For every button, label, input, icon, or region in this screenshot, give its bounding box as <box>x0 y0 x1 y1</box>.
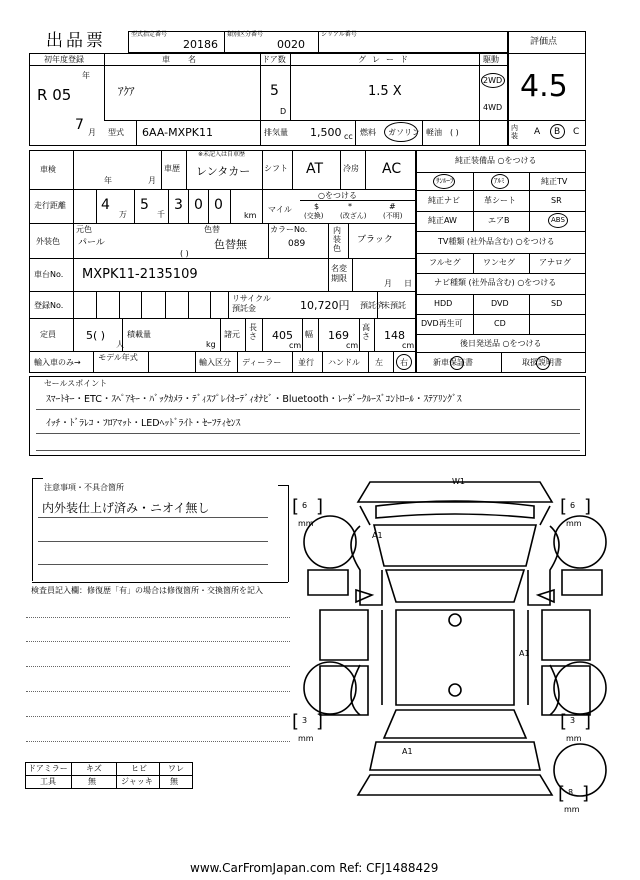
doors: 5 <box>270 83 279 99</box>
equip-abs: ABS <box>551 216 565 224</box>
mileage-digit-2: 5 <box>140 197 149 213</box>
mileage-digit-1: 4 <box>101 197 110 213</box>
legend-jack-value: 無 <box>170 777 178 786</box>
length-unit: cm <box>289 341 302 350</box>
tire-rear-left-depth: 3 <box>302 716 308 725</box>
tv-analog: アナログ <box>539 258 571 267</box>
tv-title: TV種類 (社外品含む) ○をつける <box>438 237 555 246</box>
legend-tool-value: 無 <box>88 777 96 786</box>
model-code: 6AA-MXPK11 <box>142 126 213 139</box>
navi-title: ナビ種類 (社外品含む) ○をつける <box>434 278 557 287</box>
later-manual: 取扱説明書 <box>522 358 562 367</box>
tire-rr-mm: mm <box>566 734 582 743</box>
fuel-label: 燃料 <box>360 128 376 137</box>
shift-label: シフト <box>264 164 288 173</box>
month-unit: 月 <box>88 128 96 137</box>
length-label: 長さ <box>249 323 257 341</box>
recycle-amount: 10,720円 <box>300 299 350 312</box>
history-note: ※未記入は自車歴 <box>198 151 246 158</box>
mileage-km: km <box>244 211 257 220</box>
repaint-label: 色替 <box>204 225 220 234</box>
doors-label: ドア数 <box>262 55 286 64</box>
legend-tool: 工具 <box>40 777 56 786</box>
grade: 1.5 X <box>368 84 402 99</box>
width-unit: cm <box>346 341 359 350</box>
interior-grade-c: C <box>573 127 580 137</box>
windshield-shape <box>386 570 524 602</box>
inspection-month: 月 <box>148 176 156 185</box>
color-code: 089 <box>288 239 306 249</box>
original-color-label: 元色 <box>76 225 92 234</box>
limit-day: 日 <box>404 279 412 288</box>
first-reg-label: 初年度登録 <box>44 55 84 64</box>
height-unit: cm <box>402 341 415 350</box>
color-code-label: カラーNo. <box>270 225 308 234</box>
registration-label: 登録No. <box>34 301 64 310</box>
diesel-label: 軽油 <box>426 128 442 137</box>
class-no-label: 類別区分番号 <box>227 31 264 38</box>
first-reg-era: R 05 <box>37 86 72 104</box>
tire-fr-mm: mm <box>566 519 582 528</box>
height: 148 <box>384 329 405 342</box>
form-title: 出品票 <box>46 31 106 51</box>
import-dealer: ディーラー <box>242 358 282 367</box>
legend-scratch: キズ <box>86 764 102 773</box>
roof-shape <box>396 610 514 705</box>
history-value: レンタカー <box>196 165 251 178</box>
equip-aw: 純正AW <box>428 216 457 225</box>
navi-dvd: DVD <box>491 299 509 308</box>
car-name: ｱｸｱ <box>118 85 135 98</box>
recycle-not-deposited: 未預託 <box>382 301 406 310</box>
legend-jack: ジャッキ <box>121 777 153 786</box>
fuel-gasoline: ガソリン <box>388 128 420 137</box>
equip-alloy: ｱﾙﾐ <box>494 177 505 185</box>
later-warranty: 新車保証書 <box>433 358 473 367</box>
exterior-label: 外装色 <box>36 237 60 246</box>
sales-point-label: セールスポイント <box>44 379 108 388</box>
type-no-label: 型式指定番号 <box>131 31 168 38</box>
interior-grade-a: A <box>534 127 541 137</box>
serial-label: シリアル番号 <box>321 31 357 38</box>
spare-tire-depth: 8 <box>568 788 574 797</box>
equip-navi: 純正ナビ <box>428 196 460 205</box>
chassis-number: MXPK11-2135109 <box>82 267 198 282</box>
mileage-unit-man: 万 <box>119 210 127 219</box>
tire-front-left-depth: 6 <box>302 501 308 510</box>
specs-label: 諸元 <box>224 330 240 339</box>
damage-a1-front: A1 <box>372 531 383 540</box>
capacity-unit: 人 <box>116 340 124 349</box>
interior-color: ブラック <box>357 235 393 245</box>
score-value: 4.5 <box>520 69 568 104</box>
tv-oneseg: ワンセグ <box>483 258 515 267</box>
year-unit: 年 <box>82 71 90 80</box>
import-only-label: 輸入車のみ→ <box>34 358 81 367</box>
inspection-label: 車検 <box>40 165 56 174</box>
displacement-label: 排気量 <box>264 128 288 137</box>
option-replaced: $ <box>314 202 320 211</box>
equip-airbag: エアB <box>488 216 510 225</box>
handle-right: 右 <box>400 358 408 367</box>
ac-label: 冷房 <box>343 164 359 173</box>
ac-value: AC <box>382 161 402 177</box>
history-label: 車歴 <box>164 164 180 173</box>
limit-month: 月 <box>384 279 392 288</box>
tire-rl-mm: mm <box>298 734 314 743</box>
option-tampered-sub: (改ざん) <box>340 212 367 220</box>
front-grille-shape <box>376 501 534 518</box>
type-no: 20186 <box>183 38 218 51</box>
mileage-digit-5: 0 <box>214 197 223 213</box>
length: 405 <box>272 329 293 342</box>
footer-reference: www.CarFromJapan.com Ref: CFJ1488429 <box>190 861 439 875</box>
navi-hdd: HDD <box>434 299 453 308</box>
tire-front-right-depth: 6 <box>570 501 576 510</box>
import-parallel: 並行 <box>298 358 314 367</box>
load-label: 積載量 <box>127 330 151 339</box>
equip-tv: 純正TV <box>541 177 568 186</box>
mileage-digit-4: 0 <box>194 197 203 213</box>
option-unknown-sub: (不明) <box>383 212 403 220</box>
mileage-digit-3: 3 <box>174 197 183 213</box>
fuel-bracket: ( ) <box>450 128 459 137</box>
hood-shape <box>374 525 536 566</box>
recycle-deposited: 預託済 <box>360 301 384 310</box>
interior-label: 内装 <box>511 124 518 140</box>
navi-sd: SD <box>551 299 563 308</box>
tire-fl-mm: mm <box>298 519 314 528</box>
sales-point-line-2: ｲｯﾁ・ﾄﾞﾗﾚｺ・ﾌﾛｱﾏｯﾄ・LEDﾍｯﾄﾞﾗｲﾄ・ｾｰﾌﾃｨｾﾝｽ <box>46 418 241 429</box>
mile-option: マイル <box>268 205 292 214</box>
displacement: 1,500 <box>310 126 342 139</box>
width: 169 <box>328 329 349 342</box>
interior-grade-b: B <box>554 127 561 137</box>
drive-label: 駆動 <box>483 55 499 64</box>
sales-point-line-1: ｽﾏｰﾄｷｰ・ETC・ｽﾍﾟｱｷｰ・ﾊﾞｯｸｶﾒﾗ・ﾃﾞｨｽﾌﾟﾚｲｵｰﾃﾞｨｵﾅﾋﾞ・Bluetooth・ﾚｰﾀﾞｰｸﾙｰｽﾞｺﾝﾄﾛｰﾙ・ｽﾃｱﾘﾝｸﾞｽ <box>46 394 462 405</box>
handle-label: ハンドル <box>328 358 360 367</box>
chassis-label: 車台No. <box>34 270 64 279</box>
model-year-label: モデル年式 <box>98 353 138 362</box>
shift-value: AT <box>306 161 324 177</box>
recycle-label: リサイクル預託金 <box>232 294 271 313</box>
class-no: 0020 <box>277 38 305 51</box>
handle-left: 左 <box>375 358 383 367</box>
equip-sunroof: ｻﾝﾙｰﾌ <box>436 177 454 185</box>
notes-label: 注意事項・不具合箇所 <box>44 483 124 492</box>
damage-a1-side: A1 <box>519 649 530 658</box>
grade-label: グレード <box>358 55 414 64</box>
option-replaced-sub: (交換) <box>304 212 324 220</box>
rear-left-wheel <box>304 662 356 714</box>
later-title: 後日発送品 ○をつける <box>460 339 542 348</box>
navi-dvd-play: DVD再生可 <box>421 319 463 328</box>
drive-4wd: 4WD <box>483 103 503 112</box>
width-label: 幅 <box>305 330 313 339</box>
equipment-title: 純正装備品 ○をつける <box>455 156 537 165</box>
first-reg-month: 7 <box>75 117 84 133</box>
tv-fullseg: フルセグ <box>429 258 461 267</box>
spare-mm: mm <box>564 805 580 814</box>
car-name-label: 車名 <box>162 55 214 64</box>
notes-text: 内外装仕上げ済み・ニオイ無し <box>42 501 210 515</box>
model-label: 型式 <box>108 128 124 137</box>
rear-right-wheel <box>554 662 606 714</box>
mileage-circle-note: ○をつける <box>318 191 357 200</box>
load-unit: kg <box>206 340 216 349</box>
mileage-label: 走行距離 <box>34 201 66 210</box>
rear-bumper-shape <box>358 775 552 795</box>
option-unknown: # <box>389 202 396 211</box>
drive-2wd: 2WD <box>483 76 503 85</box>
mileage-unit-sen: 千 <box>157 210 165 219</box>
equip-leather: 革シート <box>484 196 516 205</box>
cc-unit: cc <box>344 132 353 141</box>
name-change-limit-label: 名変期限 <box>331 264 347 283</box>
score-label: 評価点 <box>530 37 558 47</box>
repaint-value: 色替無 <box>214 238 247 251</box>
capacity: 5( ) <box>86 329 106 342</box>
inspector-note: 検査員記入欄：修復歴「有」の場合は修復箇所・交換箇所を記入 <box>31 586 263 595</box>
original-color: パール <box>78 238 105 248</box>
repaint-bracket: ( ) <box>180 249 189 258</box>
navi-cd: CD <box>494 319 506 328</box>
damage-w1: W1 <box>452 477 465 486</box>
option-tampered: * <box>348 202 352 211</box>
tire-rear-right-depth: 3 <box>570 716 576 725</box>
legend-crack: ヒビ <box>131 764 147 773</box>
import-class-label: 輸入区分 <box>199 358 231 367</box>
interior-color-label: 内装色 <box>333 226 341 253</box>
legend-break: ワレ <box>168 764 184 773</box>
height-label: 高さ <box>362 323 370 341</box>
inspection-year: 年 <box>104 176 112 185</box>
legend-mirror: ドアミラー <box>28 764 68 773</box>
sales-point-box <box>29 376 586 456</box>
equip-sr: SR <box>551 196 562 205</box>
door-type: D <box>280 107 287 116</box>
damage-a1-rear: A1 <box>402 747 413 756</box>
capacity-label: 定員 <box>40 330 56 339</box>
